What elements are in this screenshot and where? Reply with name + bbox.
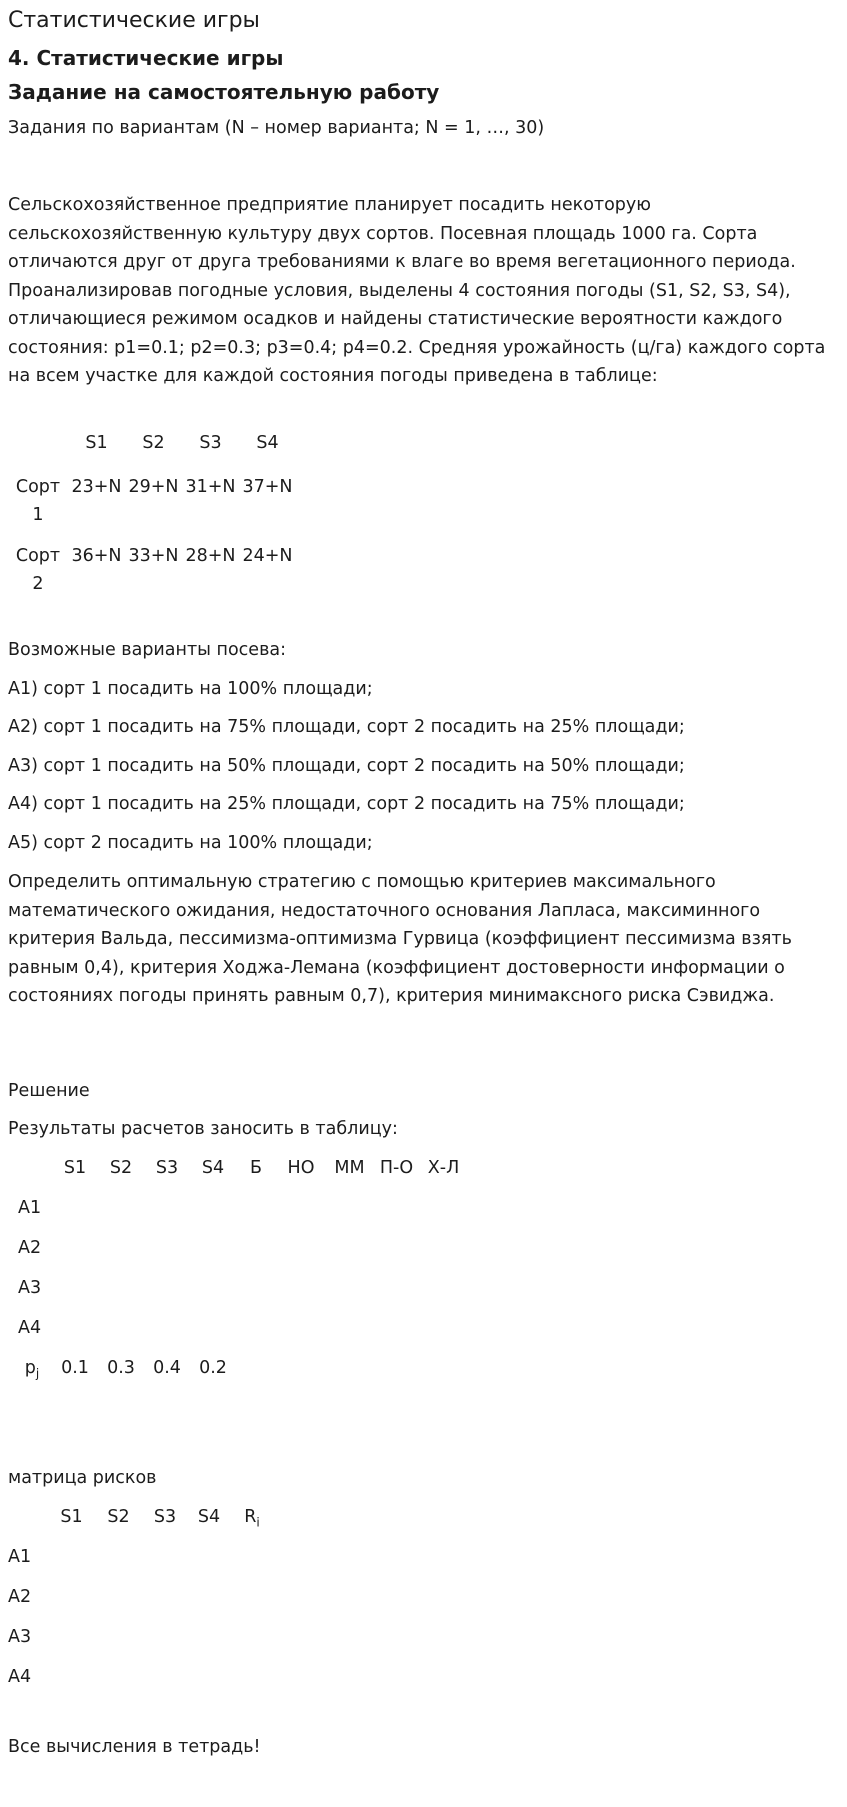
risk-header-r: $R_i$ [244, 1507, 260, 1530]
options-intro: Возможные варианты посева: [8, 640, 287, 660]
risk-table [8, 1507, 274, 1707]
yield-cell: 36+N [71, 546, 122, 566]
option-a2: А2) сорт 1 посадить на 75% площади, сорт 2 посадить на 25% площади; [8, 717, 685, 737]
task-text: Определить оптимальную стратегию с помощью критериев максимального математического ожидания, недостаточного основания Лапласа, максиминного критерия Вальда, пессимизма-оптимизма Гурвица (коэффициент пессимизма взять равным 0,4), критерия Ходжа-Лемана (коэффициент достоверности информации о состояниях погоды принять равным 0,7), критерия минимаксного риска Сэвиджа. [8, 872, 792, 1006]
yield-cell: 31+N [185, 477, 236, 497]
yield-cell: 29+N [128, 477, 179, 497]
option-a3: А3) сорт 1 посадить на 50% площади, сорт 2 посадить на 50% площади; [8, 756, 685, 776]
results-row-label: А2 [18, 1238, 42, 1258]
results-row-label: А1 [18, 1198, 42, 1218]
results-header: S2 [109, 1158, 133, 1178]
risk-header: S1 [60, 1507, 83, 1527]
results-header: S3 [155, 1158, 179, 1178]
results-intro: Результаты расчетов заносить в таблицу: [8, 1119, 398, 1139]
results-header: Б [249, 1158, 262, 1178]
yield-cell: 37+N [242, 477, 293, 497]
page-title: Статистические игры [8, 8, 260, 33]
probability-cell: 0.1 [61, 1358, 89, 1378]
risk-row-label: А4 [8, 1667, 32, 1687]
yield-table [12, 433, 296, 611]
risk-heading: матрица рисков [8, 1468, 157, 1488]
section-heading: 4. Статистические игры [8, 46, 284, 70]
risk-row-label: А1 [8, 1547, 32, 1567]
results-header: ММ [334, 1158, 365, 1178]
yield-cell: 24+N [242, 546, 293, 566]
risk-row-label: А2 [8, 1587, 32, 1607]
results-table [12, 1158, 467, 1398]
results-header: Х-Л [427, 1158, 460, 1178]
yield-row-label: Сорт 1 [15, 477, 61, 525]
yield-row-label: Сорт 2 [15, 546, 61, 594]
risk-header: S4 [197, 1507, 221, 1527]
yield-header-s4: S4 [256, 433, 279, 453]
results-header: НО [287, 1158, 315, 1178]
probability-cell: 0.2 [199, 1358, 227, 1378]
results-row-label: А4 [18, 1318, 42, 1338]
yield-header-s1: S1 [85, 433, 108, 453]
option-a1: А1) сорт 1 посадить на 100% площади; [8, 679, 373, 699]
results-header: П-О [379, 1158, 414, 1178]
risk-row-label: А3 [8, 1627, 32, 1647]
probability-cell: 0.3 [107, 1358, 135, 1378]
yield-cell: 23+N [71, 477, 122, 497]
probability-label: $p_j$ [24, 1358, 40, 1381]
option-a5: А5) сорт 2 посадить на 100% площади; [8, 833, 373, 853]
results-header: S4 [201, 1158, 225, 1178]
task-heading: Задание на самостоятельную работу [8, 80, 440, 104]
yield-header-s3: S3 [199, 433, 222, 453]
yield-header-s2: S2 [142, 433, 165, 453]
results-header: S1 [63, 1158, 87, 1178]
results-row-label: А3 [18, 1278, 42, 1298]
yield-cell: 33+N [128, 546, 179, 566]
solution-heading: Решение [8, 1081, 90, 1101]
probability-cell: 0.4 [153, 1358, 181, 1378]
variants-note: Задания по вариантам (N – номер варианта; N = 1, …, 30) [8, 118, 545, 138]
risk-header: S3 [153, 1507, 177, 1527]
option-a4: А4) сорт 1 посадить на 25% площади, сорт 2 посадить на 75% площади; [8, 794, 685, 814]
problem-text: Сельскохозяйственное предприятие планирует посадить некоторую сельскохозяйственную культуру двух сортов. Посевная площадь 1000 га. Сорта отличаются друг от друга требованиями к влаге во время вегетационного периода. Проанализировав погодные условия, выделены 4 состояния погоды (S1, S2, S3, S4), отличающиеся режимом осадков и найдены статистические вероятности каждого состояния: p1=0.1; p2=0.3; p3=0.4; p4=0.2. Средняя урожайность (ц/га) каждого сорта на всем участке для каждой состояния погоды приведена в таблице: [8, 195, 826, 386]
footer-note: Все вычисления в тетрадь! [8, 1737, 261, 1757]
risk-header: S2 [107, 1507, 130, 1527]
yield-cell: 28+N [185, 546, 236, 566]
